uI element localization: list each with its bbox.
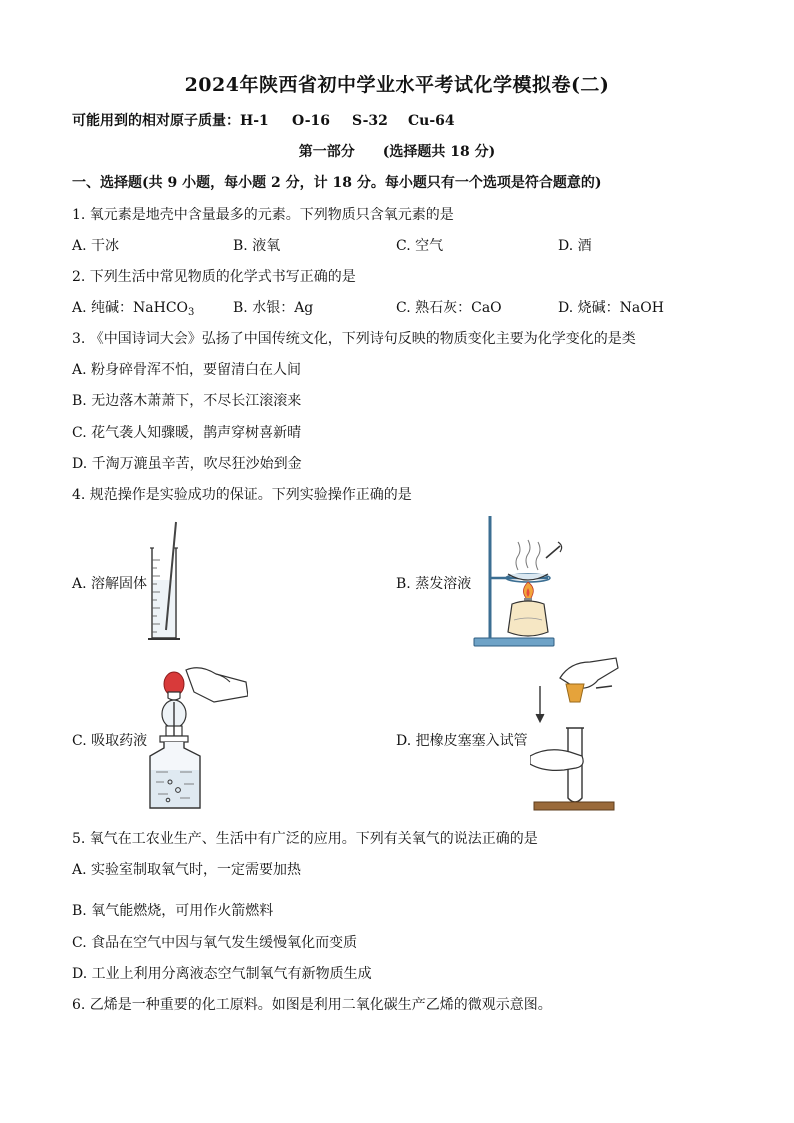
q5-option-c[interactable]: C. 食品在空气中因与氧气发生缓慢氧化而变质 — [72, 935, 358, 951]
q1-option-c[interactable]: C. 空气 — [396, 238, 444, 254]
q5-stem: 5. 氧气在工农业生产、生活中有广泛的应用。下列有关氧气的说法正确的是 — [72, 831, 538, 847]
q2-stem: 2. 下列生活中常见物质的化学式书写正确的是 — [72, 269, 356, 285]
q3-stem: 3. 《中国诗词大会》弘扬了中国传统文化，下列诗句反映的物质变化主要为化学变化的是类 — [72, 331, 636, 347]
atomic-mass-line — [72, 110, 455, 130]
q1-option-b[interactable]: B. 液氧 — [233, 238, 281, 254]
q2-option-c[interactable]: C. 熟石灰：CaO — [396, 300, 502, 316]
q4-option-b[interactable]: B. 蒸发溶液 — [396, 576, 472, 592]
atomic-mass-cu: Cu-64 — [408, 113, 455, 129]
q3-option-d[interactable]: D. 千淘万漉虽辛苦，吹尽狂沙始到金 — [72, 456, 302, 472]
atomic-mass-label: 可能用到的相对原子质量： — [72, 113, 240, 129]
q2-option-d[interactable]: D. 烧碱：NaOH — [558, 300, 664, 316]
q5-option-a[interactable]: A. 实验室制取氧气时，一定需要加热 — [72, 862, 302, 878]
section-heading: 一、选择题(共 9 小题，每小题 2 分，计 18 分。每小题只有一个选项是符合题意的) — [72, 175, 602, 191]
dropper-figure — [146, 662, 248, 812]
q5-option-b[interactable]: B. 氧气能燃烧，可用作火箭燃料 — [72, 903, 274, 919]
part-desc: (选择题共 18 分) — [382, 144, 496, 160]
stopper-test-tube-figure — [530, 656, 620, 814]
q2-option-a[interactable] — [72, 297, 194, 318]
q1-option-a[interactable]: A. 干冰 — [72, 238, 120, 254]
graduated-cylinder-figure — [146, 520, 186, 642]
q6-stem: 6. 乙烯是一种重要的化工原料。如图是利用二氧化碳生产乙烯的微观示意图。 — [72, 997, 552, 1013]
q3-option-c[interactable]: C. 花气袭人知骤暖，鹊声穿树喜新晴 — [72, 425, 302, 441]
q4-option-c[interactable]: C. 吸取药液 — [72, 733, 148, 749]
q2-option-b[interactable]: B. 水银：Ag — [233, 300, 314, 316]
q2-option-a-text: A. 纯碱：NaHCO — [72, 300, 189, 316]
atomic-mass-o: O-16 — [292, 113, 331, 129]
atomic-mass-s: S-32 — [352, 113, 388, 129]
q4-option-d[interactable]: D. 把橡皮塞塞入试管 — [396, 733, 528, 749]
evaporation-figure — [468, 512, 578, 650]
q2-option-a-subscript: 3 — [188, 307, 195, 318]
q4-option-a[interactable]: A. 溶解固体 — [72, 576, 148, 592]
part-name: 第一部分 — [298, 144, 355, 160]
q1-option-d[interactable]: D. 酒 — [558, 238, 592, 254]
q3-option-b[interactable]: B. 无边落木萧萧下，不尽长江滚滚来 — [72, 393, 302, 409]
part-heading — [0, 141, 794, 161]
atomic-mass-h: H-1 — [240, 113, 269, 129]
page-title: 2024年陕西省初中学业水平考试化学模拟卷(二) — [184, 74, 610, 96]
q4-stem: 4. 规范操作是实验成功的保证。下列实验操作正确的是 — [72, 487, 412, 503]
q5-option-d[interactable]: D. 工业上利用分离液态空气制氧气有新物质生成 — [72, 966, 372, 982]
q1-stem: 1. 氧元素是地壳中含量最多的元素。下列物质只含氧元素的是 — [72, 207, 454, 223]
q3-option-a[interactable]: A. 粉身碎骨浑不怕，要留清白在人间 — [72, 362, 302, 378]
